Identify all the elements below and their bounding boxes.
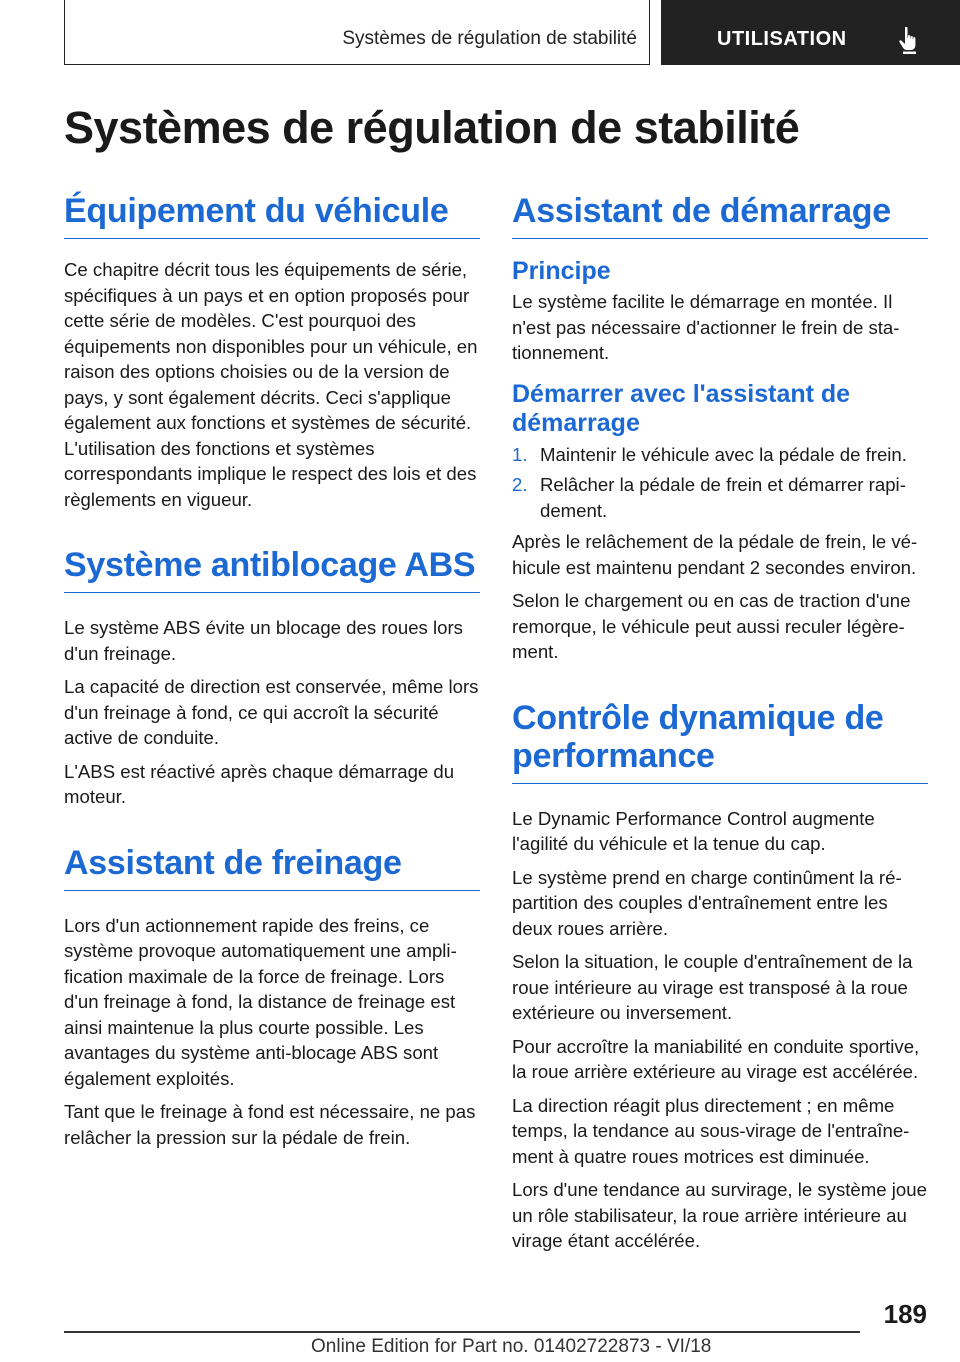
left-column xyxy=(64,192,480,1158)
footer-divider xyxy=(64,1331,860,1333)
brake-assist-paragraph-1: Lors d'un actionnement rapide des freins, ce système provoque automatiquement une amplification maximale de la force de freinage. Lors d'un freinage à fond, la distance de freinage est ainsi maintenue la plus courte possible. Les avantages du système anti-blocage ABS sont également exploités. xyxy=(64,914,457,1089)
step-number: 1. xyxy=(512,443,528,465)
subheading-start-with-assist: Démarrer avec l'assistant de démarrage xyxy=(512,379,851,437)
subheading-principle: Principe xyxy=(512,257,611,285)
abs-paragraph-2: La capacité de direction est conservée, même lors d'un freinage à fond, ce qui accroît la sécurité active de conduite. xyxy=(64,676,479,748)
header-section-box xyxy=(64,0,650,65)
heading-abs: Système antiblocage ABS xyxy=(64,546,480,593)
dpc-paragraph-6: Lors d'une tendance au survirage, le système joue un rôle stabilisateur, la roue arrière intérieure au virage étant accélérée. xyxy=(512,1179,927,1251)
abs-paragraph-3: L'ABS est réactivé après chaque démarrage du moteur. xyxy=(64,760,455,807)
start-assist-paragraph-2: Selon le chargement ou en cas de traction d'une remorque, le véhicule peut aussi reculer légèrement. xyxy=(512,590,911,662)
dpc-paragraph-3: Selon la situation, le couple d'entraînement de la roue intérieure au virage est transposé à la roue extérieure ou inversement. xyxy=(512,951,913,1023)
header-chapter-label: UTILISATION xyxy=(717,28,847,50)
heading-brake-assist: Assistant de freinage xyxy=(64,844,480,891)
list-item xyxy=(512,472,928,523)
hand-pointer-icon xyxy=(897,26,921,54)
section-abs xyxy=(64,546,480,810)
start-steps-list xyxy=(512,442,928,524)
section-dpc xyxy=(512,699,928,1254)
list-item xyxy=(512,442,928,468)
heading-start-assist: Assistant de démarrage xyxy=(512,192,928,239)
step-text: Maintenir le véhicule avec la pédale de frein. xyxy=(540,443,907,465)
right-column xyxy=(512,192,928,1262)
start-assist-paragraph-1: Après le relâchement de la pédale de frein, le véhicule est maintenu pendant 2 secondes environ. xyxy=(512,531,918,578)
page-title: Systèmes de régulation de stabilité xyxy=(64,102,800,153)
heading-dpc: Contrôle dynamique de performance xyxy=(512,699,928,784)
header-section-title: Systèmes de régulation de stabilité xyxy=(342,28,637,49)
section-start-assist xyxy=(512,192,928,665)
heading-equipment: Équipement du véhicule xyxy=(64,192,480,239)
abs-paragraph-1: Le système ABS évite un blocage des roues lors d'un freinage. xyxy=(64,617,463,664)
brake-assist-paragraph-2: Tant que le freinage à fond est nécessaire, ne pas relâcher la pression sur la pédale de frein. xyxy=(64,1101,476,1148)
header-chapter-tab xyxy=(661,0,960,65)
section-brake-assist xyxy=(64,844,480,1151)
footer-edition: Online Edition for Part no. 01402722873 - VI/18 xyxy=(311,1336,712,1357)
section-equipment xyxy=(64,192,480,512)
equipment-text: Ce chapitre décrit tous les équipements de série, spécifiques à un pays et en option proposés pour cette série de modèles. C'est pourquoi des équipements non disponibles pour un véhicule, en raison des options choisies ou de la version de pays, y sont également décrits. Ceci s'applique également aux fonctions et systèmes de sécurité. L'utilisation des fonctions et systèmes correspondants implique le respect des lois et des règlements en vigueur. xyxy=(64,259,478,510)
dpc-paragraph-2: Le système prend en charge continûment la répartition des couples d'entraînement entre les deux roues arrière. xyxy=(512,866,902,939)
dpc-paragraph-1: Le Dynamic Performance Control augmente l'agilité du véhicule et la tenue du cap. xyxy=(512,807,875,854)
principle-text: Le système facilite le démarrage en montée. Il n'est pas nécessaire d'actionner le frein de stationnement. xyxy=(512,291,900,363)
dpc-paragraph-4: Pour accroître la maniabilité en conduite sportive, la roue arrière extérieure au virage est accélérée. xyxy=(512,1035,920,1082)
dpc-paragraph-5: La direction réagit plus directement ; en même temps, la tendance au sous-virage de l'entraînement à quatre roues motrices est diminuée. xyxy=(512,1094,910,1167)
page-number: 189 xyxy=(883,1299,927,1329)
step-text: Relâcher la pédale de frein et démarrer rapidement. xyxy=(540,474,906,521)
step-number: 2. xyxy=(512,474,528,495)
